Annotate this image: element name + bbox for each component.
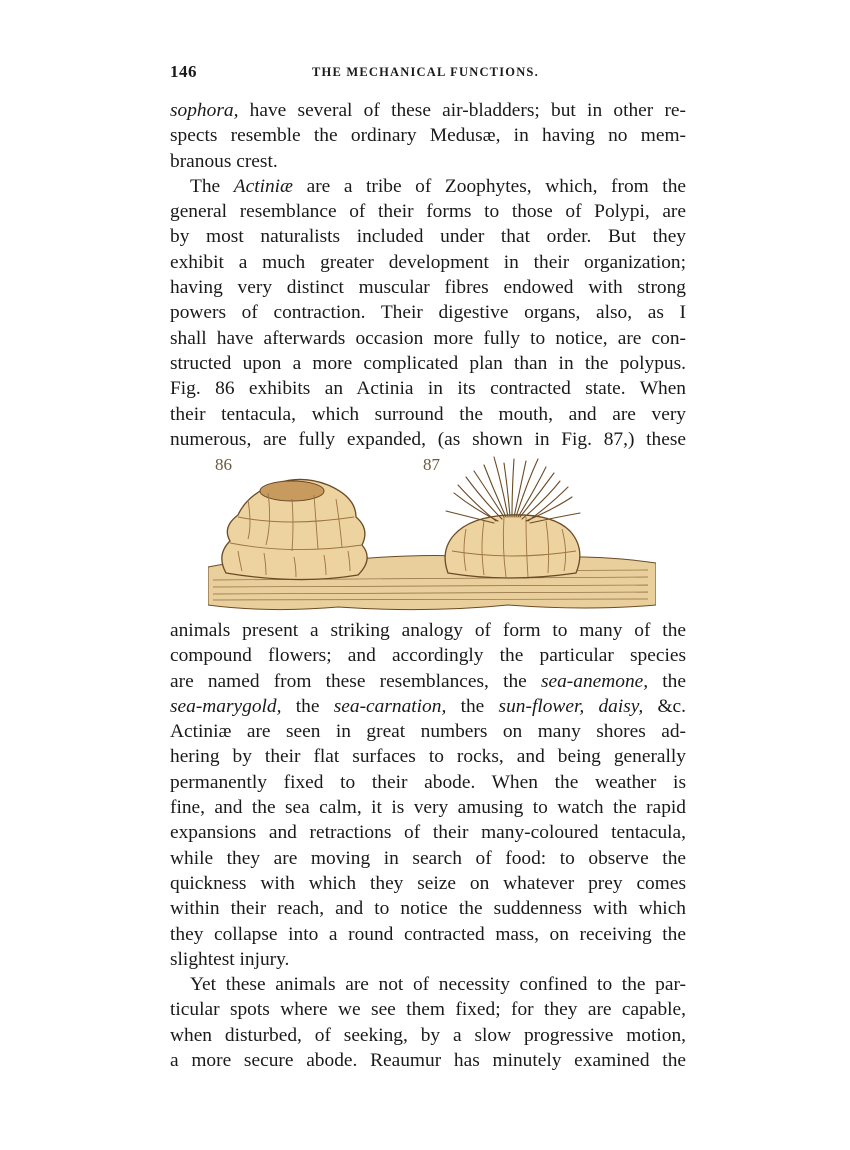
text-line: fine, and the sea calm, it is very amusing to watch the rapid: [170, 797, 686, 819]
figure-label-87: 87: [423, 455, 440, 474]
text-line: compound flowers; and accordingly the particular species: [170, 645, 686, 667]
text-line: sophora, have several of these air-bladders; but in other re-: [170, 100, 686, 121]
text-line: are named from these resemblances, the sea-anemone, the: [170, 670, 686, 692]
text-line: a more secure abode. Reaumur has minutely examined the: [170, 1050, 686, 1072]
text-line: hering by their flat surfaces to rocks, and being generally: [170, 746, 686, 768]
text-line: spects resemble the ordinary Medusæ, in having no mem-: [170, 125, 686, 147]
text-line: general resemblance of their forms to those of Polypi, are: [170, 201, 686, 223]
text-line: they collapse into a round contracted mass, on receiving the: [170, 923, 686, 945]
text-line: Actiniæ are seen in great numbers on many shores ad-: [170, 721, 686, 743]
page-number: 146: [170, 62, 197, 81]
text-line: by most naturalists included under that order. But they: [170, 226, 686, 248]
text-line: exhibit a much greater development in their organization;: [170, 251, 686, 273]
actinia-expanded: [445, 457, 580, 578]
figure-label-86: 86: [215, 455, 232, 474]
text-line: The Actiniæ are a tribe of Zoophytes, which, from the: [190, 175, 687, 197]
text-line: ticular spots where we see them fixed; for they are capable,: [170, 999, 686, 1021]
text-line: permanently fixed to their abode. When the weather is: [170, 771, 686, 793]
text-line: quickness with which they seize on whatever prey comes: [170, 872, 686, 894]
text-line: shall have afterwards occasion more fully to notice, are con-: [170, 327, 686, 349]
text-line: numerous, are fully expanded, (as shown in Fig. 87,) these: [170, 428, 686, 450]
text-line: Fig. 86 exhibits an Actinia in its contracted state. When: [170, 378, 686, 400]
text-line: slightest injury.: [170, 948, 290, 970]
actinia-contracted: [222, 479, 367, 579]
text-line: while they are moving in search of food: to observe the: [170, 847, 686, 869]
text-line: powers of contraction. Their digestive organs, also, as I: [170, 302, 686, 324]
page-header: [170, 62, 690, 86]
text-block-upper: [170, 98, 686, 452]
text-line: Yet these animals are not of necessity confined to the par-: [190, 974, 686, 996]
text-line: sea-marygold, the sea-carnation, the sun-flower, daisy, &c.: [170, 695, 687, 717]
actinia-engraving: [208, 455, 656, 615]
text-block-lower: [170, 618, 686, 1073]
text-line: branous crest.: [170, 150, 278, 172]
text-line: structed upon a more complicated plan than in the polypus.: [170, 352, 686, 374]
running-head: THE MECHANICAL FUNCTIONS.: [312, 65, 539, 79]
text-line: when disturbed, of seeking, by a slow progressive motion,: [170, 1024, 686, 1046]
text-line: their tentacula, which surround the mouth, and are very: [170, 403, 686, 425]
tentacles: [446, 457, 580, 523]
text-line: animals present a striking analogy of form to many of the: [170, 620, 686, 641]
text-line: expansions and retractions of their many-coloured tentacula,: [170, 822, 686, 844]
engraving-figure: [208, 455, 656, 615]
text-line: having very distinct muscular fibres endowed with strong: [170, 277, 686, 299]
text-line: within their reach, and to notice the suddenness with which: [170, 898, 686, 920]
